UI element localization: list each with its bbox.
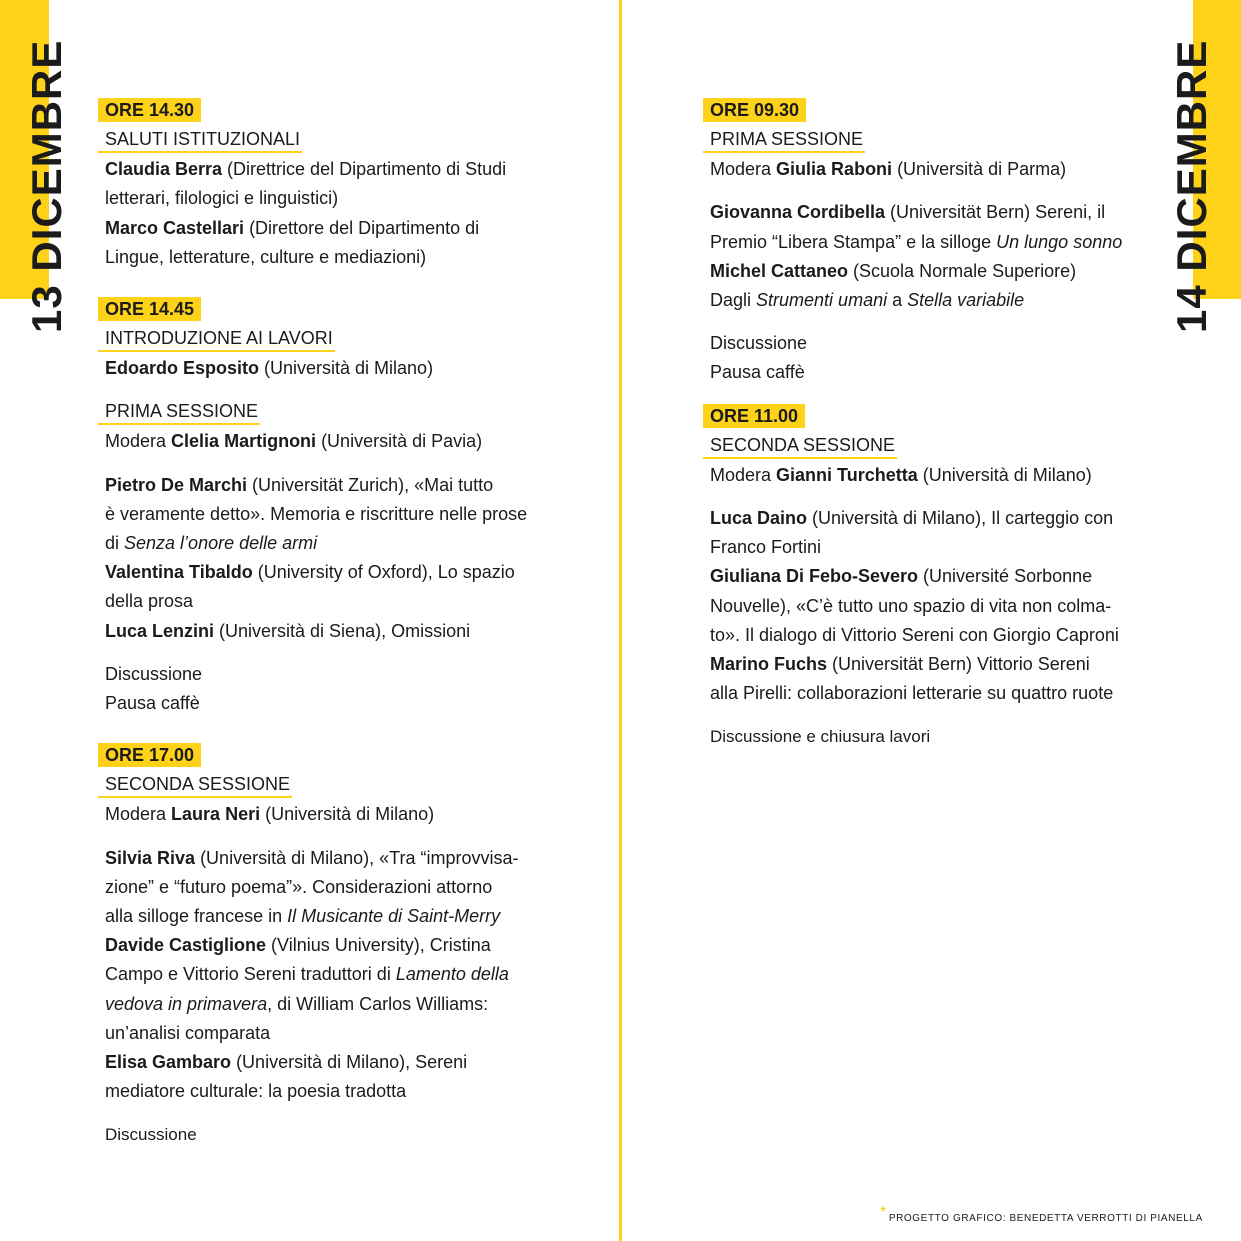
section-heading: INTRODUZIONE AI LAVORI: [98, 326, 335, 352]
break-label: Pausa caffè: [105, 693, 200, 714]
speaker-name: Luca Daino: [710, 508, 808, 529]
section-heading: SECONDA SESSIONE: [703, 433, 897, 459]
design-credit: * PROGETTO GRAFICO: BENEDETTA VERROTTI DI PIANELLA: [880, 1204, 1203, 1224]
speaker-entry: Claudia Berra (Direttrice del Dipartimento di Studi: [105, 159, 507, 180]
speaker-name: Valentina Tibaldo: [105, 562, 253, 583]
moderator-line: Modera Gianni Turchetta (Università di Milano): [710, 464, 1092, 485]
speaker-entry: Giovanna Cordibella (Universität Bern) Sereni, il: [710, 202, 1106, 223]
speaker-entry: Elisa Gambaro (Università di Milano), Sereni: [105, 1052, 468, 1073]
speaker-entry: Michel Cattaneo (Scuola Normale Superiore): [710, 260, 1077, 281]
speaker-entry: Marino Fuchs (Universität Bern) Vittorio Sereni: [710, 654, 1090, 675]
discussion-label: Discussione: [105, 663, 203, 684]
discussion-label: Discussione: [105, 1125, 197, 1145]
moderator-line: Modera Clelia Martignoni (Università di Pavia): [105, 431, 483, 452]
speaker-name: Davide Castiglione: [105, 935, 267, 956]
speaker-entry: Luca Daino (Università di Milano), Il carteggio con: [710, 508, 1114, 529]
speaker-name: Giuliana Di Febo-Severo: [710, 566, 919, 587]
section-heading: PRIMA SESSIONE: [98, 399, 260, 425]
page-divider: [619, 0, 622, 1241]
speaker-name: Edoardo Esposito: [105, 358, 260, 379]
closing-label: Discussione e chiusura lavori: [710, 727, 931, 747]
time-badge: ORE 14.45: [98, 297, 201, 321]
speaker-name: Silvia Riva: [105, 847, 196, 868]
speaker-entry: Davide Castiglione (Vilnius University), Cristina: [105, 935, 491, 956]
speaker-name: Giovanna Cordibella: [710, 202, 886, 223]
speaker-name: Claudia Berra: [105, 159, 223, 180]
section-heading: SALUTI ISTITUZIONALI: [98, 127, 302, 153]
speaker-entry: Giuliana Di Febo-Severo (Université Sorbonne: [710, 566, 1093, 587]
time-badge: ORE 17.00: [98, 743, 201, 767]
speaker-name: Elisa Gambaro: [105, 1052, 232, 1073]
speaker-entry: Marco Castellari (Direttore del Dipartimento di: [105, 217, 480, 238]
speaker-entry: Valentina Tibaldo (University of Oxford), Lo spazio: [105, 562, 515, 583]
speaker-entry: Edoardo Esposito (Università di Milano): [105, 358, 434, 379]
break-label: Pausa caffè: [710, 362, 805, 383]
day2-title: 14 DICEMBRE: [1168, 39, 1215, 333]
moderator-line: Modera Laura Neri (Università di Milano): [105, 804, 435, 825]
time-badge: ORE 11.00: [703, 404, 805, 428]
speaker-entry: Pietro De Marchi (Universität Zurich), «Mai tutto: [105, 474, 494, 495]
speaker-name: Marco Castellari: [105, 217, 245, 238]
speaker-name: Michel Cattaneo: [710, 260, 849, 281]
time-badge: ORE 14.30: [98, 98, 201, 122]
time-badge: ORE 09.30: [703, 98, 806, 122]
speaker-entry: Silvia Riva (Università di Milano), «Tra “improvvisa-: [105, 847, 519, 868]
day1-program: ORE 14.30 SALUTI ISTITUZIONALI Claudia Berra (Direttrice del Dipartimento di Studi letterari, filologici e linguistici) Marco Castellari (Direttore del Dipartimento di Lingue, letterature, culture e mediazioni) ORE 14.45 INTRODUZIONE AI LAVORI Edoardo Esposito (Università di Milano) PRIMA SESSIONE Modera Clelia Martignoni (Università di Pavia) Pietro De Marchi (Universität Zurich), «Mai tutto è veramente detto». Memoria e riscritture nelle prose di Senza l’onore delle armi Valentina Tibaldo (University of Oxford), Lo spazio della prosa Luca Lenzini (Università di Siena), Omissioni Discussione Pausa caffè ORE 17.00 SECONDA SESSIONE Modera Laura Neri (Università di Milano) Silvia Riva (Università di Milano), «Tra “improvvisa- zione” e “futuro poema”». Considerazioni attorno alla silloge francese in Il Musicante di Saint-Merry Davide Castiglione (Vilnius University), Cristina Campo e Vittorio Sereni traduttori di Lamento della vedova in primavera, di William Carlos Williams: un’analisi comparata Elisa Gambaro (Università di Milano), Sereni mediatore culturale: la poesia tradotta Discussione: [98, 96, 568, 1150]
asterisk-icon: *: [880, 1204, 887, 1221]
speaker-name: Luca Lenzini: [105, 620, 215, 641]
day2-program: ORE 09.30 PRIMA SESSIONE Modera Giulia Raboni (Università di Parma) Giovanna Cordibella (Universität Bern) Sereni, il Premio “Libera Stampa” e la silloge Un lungo sonno Michel Cattaneo (Scuola Normale Superiore) Dagli Strumenti umani a Stella variabile Discussione Pausa caffè ORE 11.00 SECONDA SESSIONE Modera Gianni Turchetta (Università di Milano) Luca Daino (Università di Milano), Il carteggio con Franco Fortini Giuliana Di Febo-Severo (Université Sorbonne Nouvelle), «C’è tutto uno spazio di vita non colma- to». Il dialogo di Vittorio Sereni con Giorgio Caproni Marino Fuchs (Universität Bern) Vittorio Sereni alla Pirelli: collaborazioni letterarie su quattro ruote Discussione e chiusura lavori: [703, 96, 1183, 752]
speaker-name: Marino Fuchs: [710, 654, 828, 675]
speaker-name: Pietro De Marchi: [105, 474, 248, 495]
day1-title: 13 DICEMBRE: [23, 39, 70, 333]
discussion-label: Discussione: [710, 333, 808, 354]
section-heading: SECONDA SESSIONE: [98, 772, 292, 798]
moderator-line: Modera Giulia Raboni (Università di Parma): [710, 159, 1067, 180]
section-heading: PRIMA SESSIONE: [703, 127, 865, 153]
speaker-entry: Luca Lenzini (Università di Siena), Omissioni: [105, 620, 471, 641]
